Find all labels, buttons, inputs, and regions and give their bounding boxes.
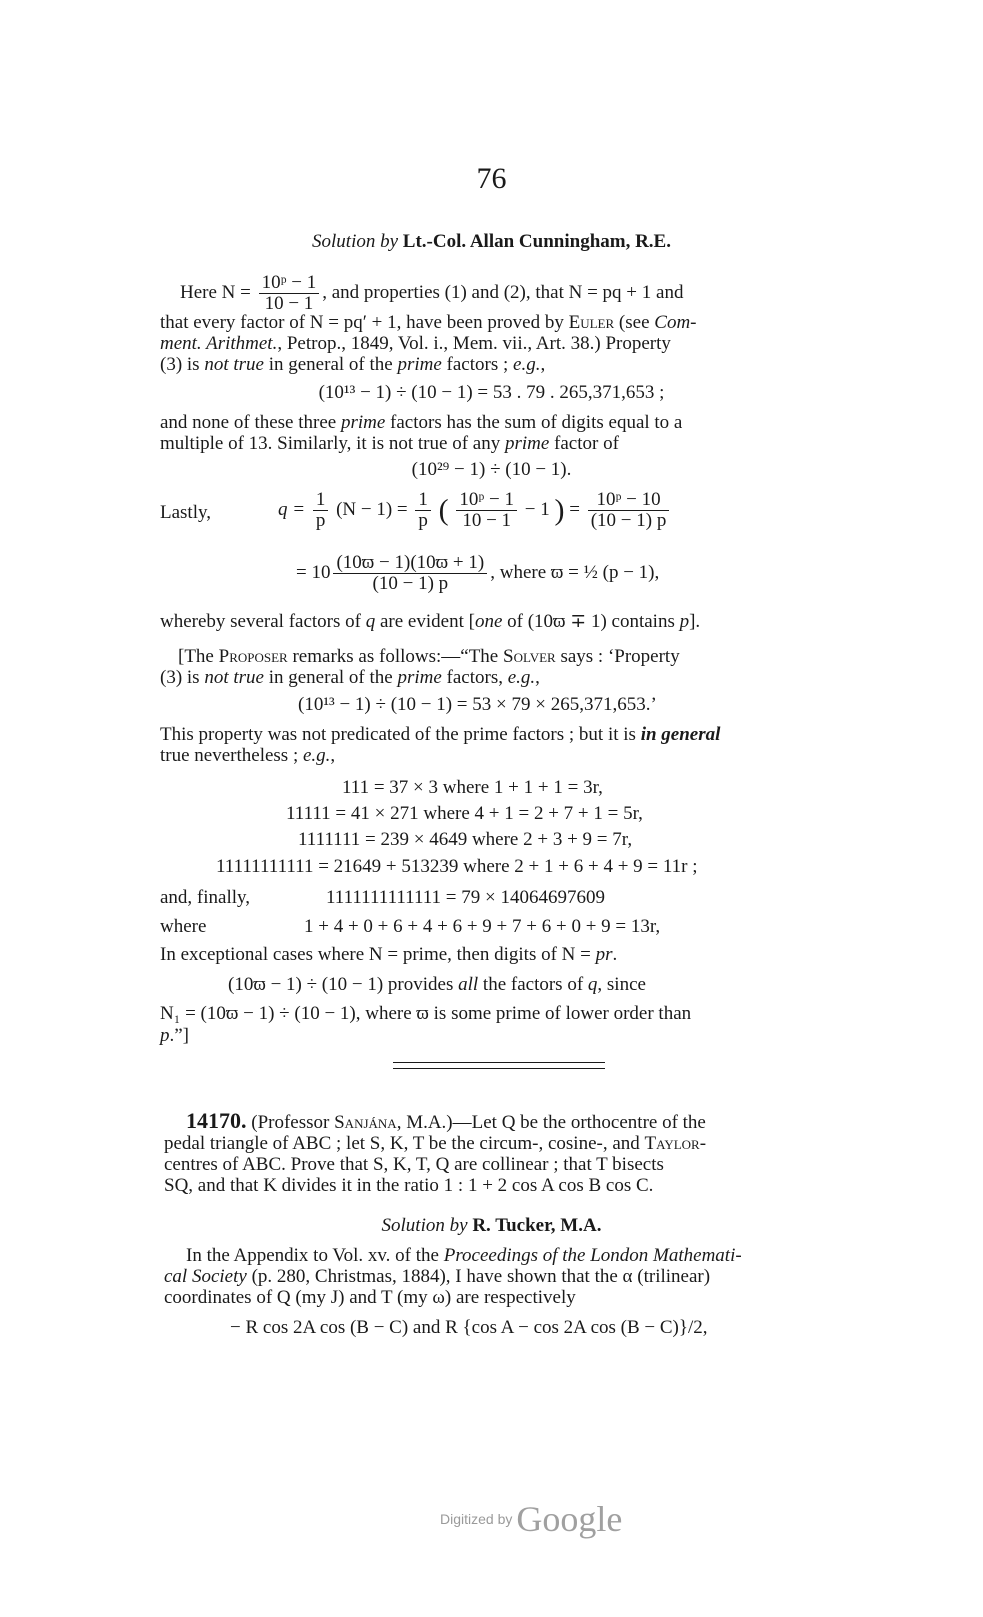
divider-rule (393, 1068, 605, 1069)
problem-line: centres of ABC. Prove that S, K, T, Q are collinear ; that T bisects (164, 1154, 664, 1175)
fraction-denominator: 10 − 1 (462, 510, 512, 531)
text-run: , (540, 354, 546, 375)
fraction-denominator: p (418, 510, 428, 531)
text-run: factors has the sum of digits equal to a (385, 412, 683, 433)
text-run: (p. 280, Christmas, 1884), I have shown that the α (trilinear) (246, 1266, 711, 1287)
italic-run: p (160, 1025, 170, 1046)
text-run: , M.A.)—Let Q be the orthocentre of the (396, 1112, 706, 1133)
text-run: [The (178, 646, 219, 667)
equation-line: (10¹³ − 1) ÷ (10 − 1) = 53 . 79 . 265,371,653 ; (318, 382, 665, 403)
proposer-name: Sanjána (334, 1112, 397, 1133)
italic-run: prime (397, 354, 442, 375)
italic-run: Com- (654, 312, 697, 333)
italic-run: in general (640, 724, 721, 745)
text-line (160, 312, 697, 334)
text-line (160, 354, 545, 376)
text-run: whereby several factors of (160, 611, 366, 632)
italic-run: e.g. (302, 745, 331, 766)
example-line: 11111 = 41 × 271 where 4 + 1 = 2 + 7 + 1 = 5r, (286, 803, 643, 824)
here-line (180, 273, 683, 314)
text-run: (3) is (160, 667, 205, 688)
italic-run: cal Society (164, 1266, 247, 1287)
text-line (160, 333, 671, 355)
fraction-numerator: 1 (313, 490, 329, 511)
italic-run: e.g. (507, 667, 536, 688)
text-line (186, 1245, 742, 1267)
italic-run: q (365, 611, 376, 632)
text-line (164, 1266, 710, 1288)
italic-run: prime (340, 412, 386, 433)
equation-line: − R cos 2A cos (B − C) and R {cos A − cos 2A cos (B − C)}/2, (230, 1317, 708, 1338)
fraction (456, 490, 517, 531)
fraction-numerator: 10ᵖ − 1 (456, 490, 517, 511)
text-run: , since (597, 974, 646, 995)
paren: ) (554, 493, 565, 527)
text-run: of (10ϖ ∓ 1) contains (502, 611, 680, 632)
text-run: factors ; (441, 354, 514, 375)
italic-run: q (587, 974, 598, 995)
fraction-denominator: p (315, 510, 326, 531)
text-line (160, 412, 682, 434)
taylor-name: Taylor- (644, 1133, 707, 1154)
example-line: 11111111111 = 21649 + 513239 where 2 + 1 + 6 + 4 + 9 = 11r ; (216, 856, 698, 877)
text-run: .”] (169, 1025, 190, 1046)
fraction-denominator: (10 − 1) p (590, 510, 667, 531)
proposer-name: Proposer (218, 646, 288, 667)
solver-name: Solver (503, 646, 556, 667)
where-label: where (160, 916, 207, 937)
text-run: says : ‘Property (555, 646, 680, 667)
italic-run: Proceedings of the London Mathemati- (443, 1245, 742, 1266)
text-run: (N − 1) = (336, 498, 408, 520)
text-run: in general of the (263, 667, 398, 688)
text-line (160, 745, 335, 767)
text-run: factor of (549, 433, 619, 454)
problem-line (186, 1110, 706, 1134)
italic-run: e.g. (513, 354, 541, 375)
q-symbol: q = (278, 498, 306, 520)
solution-author: R. Tucker, M.A. (467, 1215, 602, 1236)
fraction (313, 490, 329, 531)
text-run: , (330, 745, 336, 766)
italic-run: pr (595, 944, 613, 965)
text-line (160, 433, 619, 455)
text-run: − 1 (524, 498, 550, 520)
example-line: 1111111 = 239 × 4649 where 2 + 3 + 9 = 7r, (298, 829, 633, 850)
text-run: remarks as follows:—“The (287, 646, 503, 667)
where-equation: 1 + 4 + 0 + 6 + 4 + 6 + 9 + 7 + 6 + 0 + 9 = 13r, (304, 916, 661, 937)
text-run: , (535, 667, 540, 688)
text-run: in general of the (263, 354, 398, 375)
text-run: multiple of 13. Similarly, it is not true of any (160, 433, 505, 454)
fraction-here (259, 273, 320, 314)
text-run: , where ϖ = ½ (p − 1), (490, 561, 660, 583)
problem-line: SQ, and that K divides it in the ratio 1 : 1 + 2 cos A cos B cos C. (164, 1175, 654, 1196)
text-run: ]. (689, 611, 701, 632)
fraction (333, 553, 487, 594)
text-run: (see (614, 312, 655, 333)
fraction (415, 490, 431, 531)
solution-by-label: Solution by (312, 231, 399, 252)
text-run: factors, (441, 667, 508, 688)
text-line (160, 1025, 189, 1047)
text-run: that every factor of N = pq′ + 1, have been proved by (160, 312, 569, 333)
italic-run: one (474, 611, 503, 632)
here-rest: , and properties (1) and (2), that N = pq + 1 and (322, 281, 684, 303)
euler-name: Euler (568, 312, 615, 333)
fraction (588, 490, 670, 531)
solution-by-label: Solution by (381, 1215, 468, 1236)
finally-label: and, finally, (160, 887, 251, 908)
fraction-numerator: 1 (415, 490, 431, 511)
text-line: coordinates of Q (my J) and T (my ω) are respectively (164, 1287, 576, 1308)
equation-line: (10²⁹ − 1) ÷ (10 − 1). (411, 459, 572, 480)
digitized-by-google-watermark (440, 1498, 622, 1540)
text-run: , Petrop., 1849, Vol. i., Mem. vii., Art. 38.) Property (277, 333, 671, 354)
italic-run: ment. Arithmet. (160, 333, 278, 354)
text-line (160, 611, 700, 633)
text-line: N₁ = (10ϖ − 1) ÷ (10 − 1), where ϖ is some prime of lower order than (160, 1003, 692, 1024)
fraction-denominator: (10 − 1) p (372, 573, 449, 594)
text-line (160, 667, 540, 689)
text-run: . (612, 944, 618, 965)
here-lead: Here N = (180, 281, 251, 303)
text-run: the factors of (478, 974, 588, 995)
page-number: 76 (476, 162, 507, 195)
text-line (160, 944, 617, 966)
text-run: (3) is (160, 354, 205, 375)
text-run: = (569, 498, 580, 520)
solution-heading (0, 231, 983, 253)
fraction-numerator: 10ᵖ − 10 (588, 490, 670, 511)
text-run: (Professor (246, 1112, 335, 1133)
lastly-equation (278, 490, 672, 531)
text-run: This property was not predicated of the prime factors ; but it is (160, 724, 641, 745)
italic-run: all (458, 974, 479, 995)
problem-line (164, 1133, 706, 1155)
fraction-numerator: 10ᵖ − 1 (259, 273, 320, 294)
lastly-label: Lastly, (160, 502, 212, 523)
text-run: In exceptional cases where N = prime, then digits of N = (160, 944, 596, 965)
text-line (160, 724, 720, 746)
example-line: 111 = 37 × 3 where 1 + 1 + 1 = 3r, (342, 777, 603, 798)
google-logo: Google (516, 1499, 623, 1539)
paren: ( (438, 493, 449, 527)
fraction-numerator: (10ϖ − 1)(10ϖ + 1) (333, 553, 487, 574)
italic-run: p (679, 611, 690, 632)
equation-line: (10¹³ − 1) ÷ (10 − 1) = 53 × 79 × 265,371,653.’ (298, 694, 657, 715)
fraction-denominator: 10 − 1 (264, 293, 314, 314)
solution-heading (0, 1215, 983, 1237)
italic-run: not true (204, 667, 264, 688)
text-run: pedal triangle of ABC ; let S, K, T be the circum-, cosine-, and (164, 1133, 645, 1154)
digitized-label: Digitized by (440, 1511, 513, 1527)
solution-author: Lt.-Col. Allan Cunningham, R.E. (398, 231, 671, 252)
italic-run: not true (204, 354, 264, 375)
italic-run: prime (504, 433, 550, 454)
text-run: = 10 (296, 561, 331, 583)
text-line (228, 974, 646, 996)
italic-run: prime (397, 667, 442, 688)
text-run: are evident [ (375, 611, 475, 632)
text-run: (10ϖ − 1) ÷ (10 − 1) provides (228, 974, 459, 995)
equation-line (296, 553, 659, 594)
problem-number: 14170. (186, 1108, 247, 1133)
text-run: and none of these three (160, 412, 341, 433)
finally-equation: 1111111111111 = 79 × 14064697609 (326, 887, 605, 908)
text-run: true nevertheless ; (160, 745, 303, 766)
text-run: In the Appendix to Vol. xv. of the (186, 1245, 444, 1266)
text-line (178, 646, 680, 668)
divider-rule (393, 1062, 605, 1063)
